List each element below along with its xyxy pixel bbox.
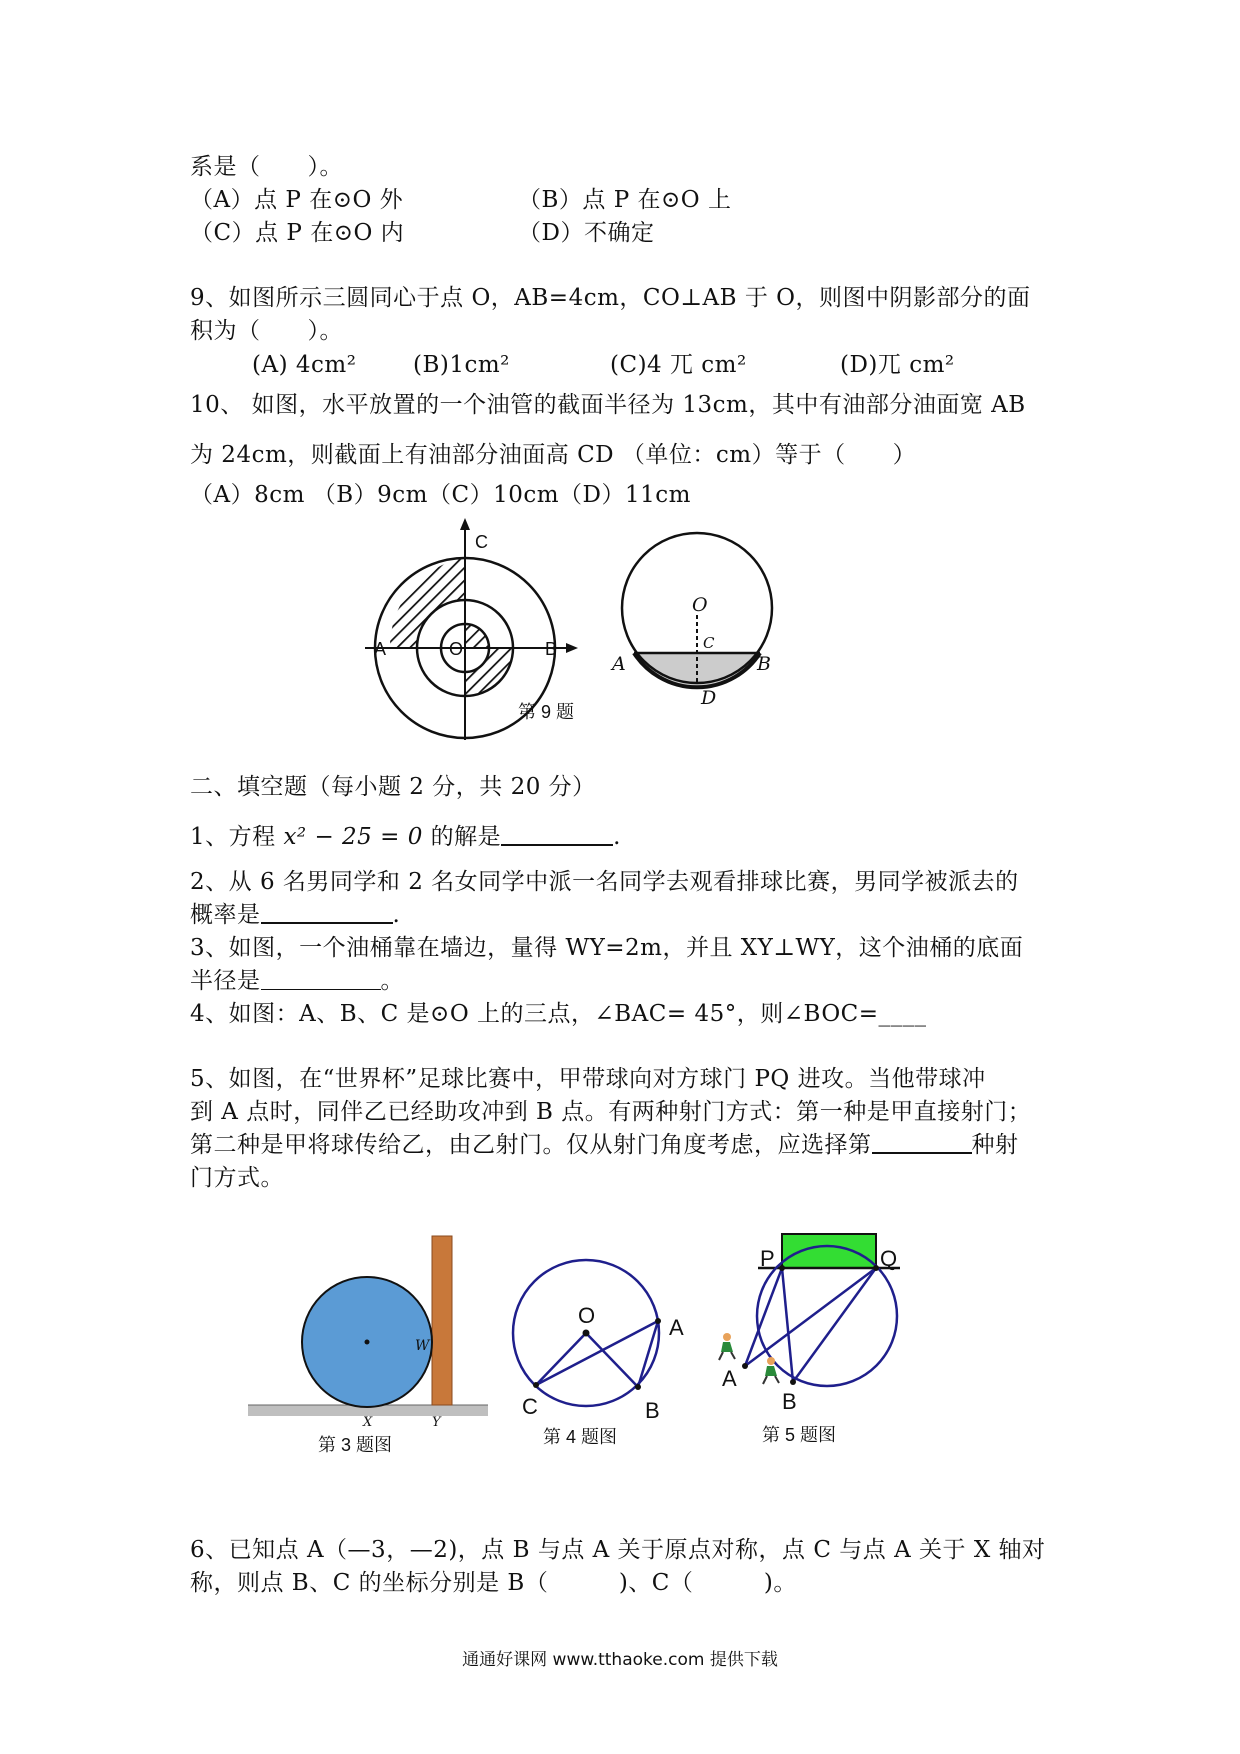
fig10-label-a: A xyxy=(612,653,626,675)
q5-line2: 到 A 点时，同伴乙已经助攻冲到 B 点。有两种射门方式：第一种是甲直接射门； xyxy=(190,1099,1032,1125)
fig4-label-o: O xyxy=(578,1303,596,1328)
footer-download-note: 通通好课网 www.tthaoke.com 提供下载 xyxy=(462,1650,778,1670)
fig5-point-a xyxy=(742,1363,748,1369)
fig9-caption: 第 9 题 xyxy=(518,702,575,722)
fig5-line-qb xyxy=(793,1268,876,1382)
q1-end: . xyxy=(613,824,621,850)
q5-line1: 5、如图，在“世界杯”足球比赛中，甲带球向对方球门 PQ 进攻。当他带球冲 xyxy=(190,1066,986,1092)
fig10-label-c: C xyxy=(703,634,715,652)
q4-line: 4、如图：A、B、C 是⊙O 上的三点，∠BAC= 45°，则∠BOC=____ xyxy=(190,1001,927,1027)
fig9-label-c: C xyxy=(475,532,488,552)
fig5-goal xyxy=(782,1234,876,1268)
fig9-label-a: A xyxy=(374,639,387,659)
fig4-label-a: A xyxy=(669,1315,684,1340)
fig4-label-b: B xyxy=(645,1398,660,1423)
q5-line4: 门方式。 xyxy=(190,1165,284,1191)
q2-line1: 2、从 6 名男同学和 2 名女同学中派一名同学去观看排球比赛，男同学被派去的 xyxy=(190,869,1019,895)
q5-line3-start: 第二种是甲将球传给乙，由乙射门。仅从射门角度考虑，应选择第 xyxy=(190,1132,872,1158)
fig5-label-p: P xyxy=(760,1246,775,1271)
fig10-label-b: B xyxy=(757,653,771,675)
q1-suffix: 的解是 xyxy=(422,824,502,850)
fig3-label-y: Y xyxy=(432,1415,441,1430)
fig3-label-w: W xyxy=(415,1338,430,1354)
q8-option-d: （D）不确定 xyxy=(518,220,655,246)
q9-option-c: (C)4 兀 cm² xyxy=(610,352,747,378)
q8-option-c: （C）点 P 在⊙O 内 xyxy=(190,220,405,246)
q6-line1: 6、已知点 A（—3，—2)，点 B 与点 A 关于原点对称，点 C 与点 A 关于 X 轴对 xyxy=(190,1537,1046,1563)
q10-line2: 为 24cm，则截面上有油部分油面高 CD （单位：cm）等于（ ） xyxy=(190,442,917,468)
q6-line2: 称，则点 B、C 的坐标分别是 B（ )、C（ )。 xyxy=(190,1570,797,1596)
fig5-label-q: Q xyxy=(880,1246,898,1271)
q1-equation: x² − 25 = 0 xyxy=(283,824,423,850)
fig3-label-x: X xyxy=(363,1415,373,1430)
q3-line1: 3、如图，一个油桶靠在墙边，量得 WY=2m，并且 XY⊥WY，这个油桶的底面 xyxy=(190,935,1024,961)
fig5-player-a-icon xyxy=(719,1333,735,1360)
fig5-label-b: B xyxy=(782,1389,797,1414)
fig4-label-c: C xyxy=(522,1394,538,1419)
q9-line2: 积为（ ）。 xyxy=(190,318,343,344)
q8-option-b: （B）点 P 在⊙O 上 xyxy=(518,187,732,213)
q9-option-d: (D)兀 cm² xyxy=(840,352,955,378)
fig4-caption: 第 4 题图 xyxy=(543,1427,618,1447)
q1-prefix: 1、方程 xyxy=(190,824,284,850)
fig5-player-b-icon xyxy=(763,1357,779,1384)
q2-end: . xyxy=(392,902,401,928)
fig5-line-pb xyxy=(782,1268,793,1382)
section2-title: 二、填空题（每小题 2 分，共 20 分） xyxy=(190,774,596,800)
fig5-caption: 第 5 题图 xyxy=(762,1425,837,1445)
q9-line1: 9、如图所示三圆同心于点 O，AB=4cm，CO⊥AB 于 O，则图中阴影部分的面 xyxy=(190,285,1031,311)
q8-option-a: （A）点 P 在⊙O 外 xyxy=(190,187,404,213)
q10-line1: 10、 如图，水平放置的一个油管的截面半径为 13cm，其中有油部分油面宽 AB xyxy=(190,392,1026,418)
fig9-label-b: B xyxy=(545,639,558,659)
fig5-label-a: A xyxy=(722,1366,737,1391)
q8-stem-end: 系是（ ）。 xyxy=(190,154,343,180)
fig5-point-q xyxy=(873,1265,879,1271)
fig10-label-o: O xyxy=(692,594,708,616)
q5-line3-end: 种射 xyxy=(971,1132,1019,1158)
q10-options: （A）8cm （B）9cm（C）10cm（D）11cm xyxy=(190,482,691,508)
q9-option-b: (B)1cm² xyxy=(413,352,510,378)
fig3-caption: 第 3 题图 xyxy=(318,1435,393,1455)
q9-option-a: (A) 4cm² xyxy=(252,352,357,378)
fig5-point-p xyxy=(779,1265,785,1271)
fig10-label-d: D xyxy=(701,687,717,709)
q3-end: 。 xyxy=(380,968,404,994)
fig5-point-b xyxy=(790,1379,796,1385)
q3-label: 半径是 xyxy=(190,968,261,994)
q2-label: 概率是 xyxy=(190,902,261,928)
fig9-label-o: O xyxy=(449,639,464,659)
